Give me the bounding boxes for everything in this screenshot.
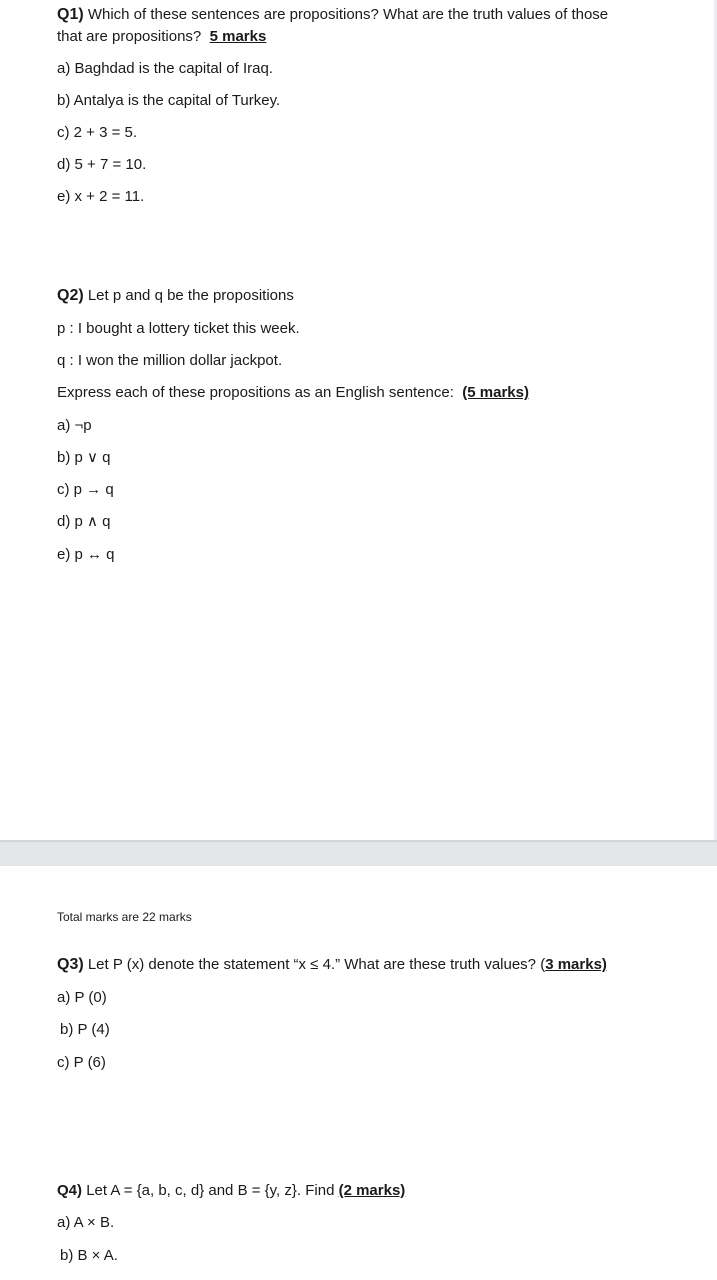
q1-number: Q1) (57, 6, 84, 23)
q2-item-a: a) ¬p (57, 417, 92, 434)
q1-text-line2: that are propositions? (57, 28, 202, 45)
q1-prompt-line1 (57, 5, 608, 25)
q2-instruction-line (57, 383, 529, 403)
document-page-2 (0, 866, 717, 1280)
q4-marks: (2 marks) (338, 1182, 406, 1199)
q4-number: Q4) (57, 1182, 83, 1199)
q4-text: Let A = {a, b, c, d} and B = {y, z}. Find (86, 1182, 335, 1199)
q2-number: Q2) (57, 287, 84, 304)
q2-p-definition: p : I bought a lottery ticket this week. (57, 320, 300, 337)
q2-text: Let p and q be the propositions (87, 287, 294, 304)
q2-marks: (5 marks) (462, 384, 529, 401)
q2-instruction: Express each of these propositions as an English sentence: (57, 384, 454, 401)
q2-item-e: e) p ↔ q (57, 546, 115, 563)
q1-marks: 5 marks (209, 28, 267, 45)
q3-number: Q3) (57, 956, 84, 973)
q3-prompt (57, 955, 607, 975)
q1-item-d: d) 5 + 7 = 10. (57, 156, 147, 173)
page-separator (0, 840, 717, 866)
q2-item-b: b) p ∨ q (57, 449, 111, 466)
q3-item-c: c) P (6) (57, 1054, 106, 1071)
q3-item-b: b) P (4) (60, 1021, 110, 1038)
q3-item-a: a) P (0) (57, 989, 107, 1006)
q1-item-e: e) x + 2 = 11. (57, 188, 145, 205)
q4-prompt (57, 1181, 405, 1201)
q3-text: Let P (x) denote the statement “x ≤ 4.” What are these truth values? ( (87, 956, 546, 973)
q3-marks: 3 marks) (545, 956, 607, 973)
q2-q-definition: q : I won the million dollar jackpot. (57, 352, 283, 369)
q2-item-d: d) p ∧ q (57, 513, 111, 530)
q1-item-b: b) Antalya is the capital of Turkey. (57, 92, 281, 109)
q1-text-line1: Which of these sentences are propositions? What are the truth values of those (87, 6, 609, 23)
total-marks-note: Total marks are 22 marks (57, 910, 192, 924)
q2-prompt (57, 286, 294, 306)
q4-item-a: a) A × B. (57, 1214, 115, 1231)
q1-item-c: c) 2 + 3 = 5. (57, 124, 138, 141)
q4-item-b: b) B × A. (60, 1247, 118, 1264)
q1-prompt-line2 (57, 27, 266, 47)
q2-item-c: c) p → q (57, 481, 114, 498)
q1-item-a: a) Baghdad is the capital of Iraq. (57, 60, 273, 77)
